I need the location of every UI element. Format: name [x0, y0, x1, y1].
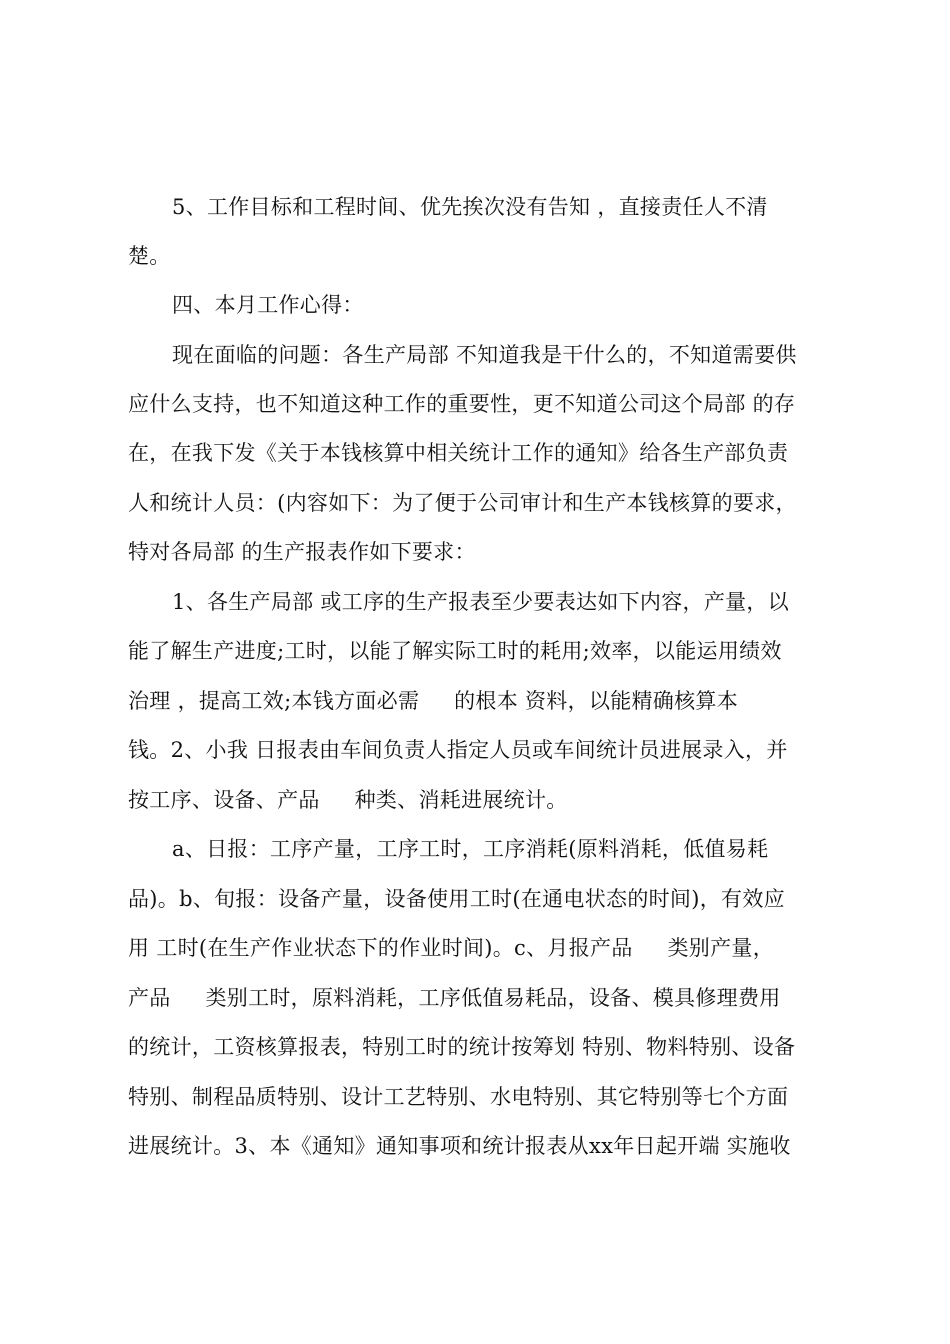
- paragraph-line: 用 工时(在生产作业状态下的作业时间)。c、月报产品 类别产量，: [128, 936, 774, 960]
- paragraph-line: 产品 类别工时，原料消耗，工序低值易耗品，设备、模具修理费用: [128, 986, 781, 1010]
- section-heading: 四、本月工作心得：: [172, 293, 364, 317]
- paragraph-line: 人和统计人员：(内容如下：为了便于公司审计和生产本钱核算的要求，: [128, 491, 797, 515]
- paragraph-line: 能了解生产进度;工时，以能了解实际工时的耗用;效率，以能运用绩效: [128, 639, 782, 663]
- paragraph-line: 5、工作目标和工程时间、优先挨次没有告知 ，直接责任人不清: [172, 195, 768, 219]
- paragraph-line: 按工序、设备、产品 种类、消耗进展统计。: [128, 788, 568, 812]
- paragraph-line: 在，在我下发《关于本钱核算中相关统计工作的通知》给各生产部负责: [128, 441, 789, 465]
- paragraph-line: 的统计，工资核算报表，特别工时的统计按筹划 特别、物料特别、设备: [128, 1035, 796, 1059]
- paragraph-line: 进展统计。3、本《通知》通知事项和统计报表从xx年日起开端 实施收: [128, 1134, 791, 1158]
- paragraph-line: 楚。: [128, 244, 171, 268]
- paragraph-line: 应什么支持，也不知道这种工作的重要性，更不知道公司这个局部 的存: [128, 392, 796, 416]
- paragraph-line: a、日报：工序产量，工序工时，工序消耗(原料消耗，低值易耗: [172, 837, 769, 861]
- paragraph-line: 现在面临的问题：各生产局部 不知道我是干什么的，不知道需要供: [172, 343, 797, 367]
- paragraph-line: 1、各生产局部 或工序的生产报表至少要表达如下内容，产量，以: [172, 590, 790, 614]
- paragraph-line: 治理 ，提高工效;本钱方面必需 的根本 资料，以能精确核算本: [128, 689, 738, 713]
- paragraph-line: 品)。b、旬报：设备产量，设备使用工时(在通电状态的时间)，有效应: [128, 887, 785, 911]
- paragraph-line: 特对各局部 的生产报表作如下要求：: [128, 540, 476, 564]
- paragraph-line: 钱。2、小我 日报表由车间负责人指定人员或车间统计员进展录入，并: [128, 738, 788, 762]
- paragraph-line: 特别、制程品质特别、设计工艺特别、水电特别、其它特别等七个方面: [128, 1085, 789, 1109]
